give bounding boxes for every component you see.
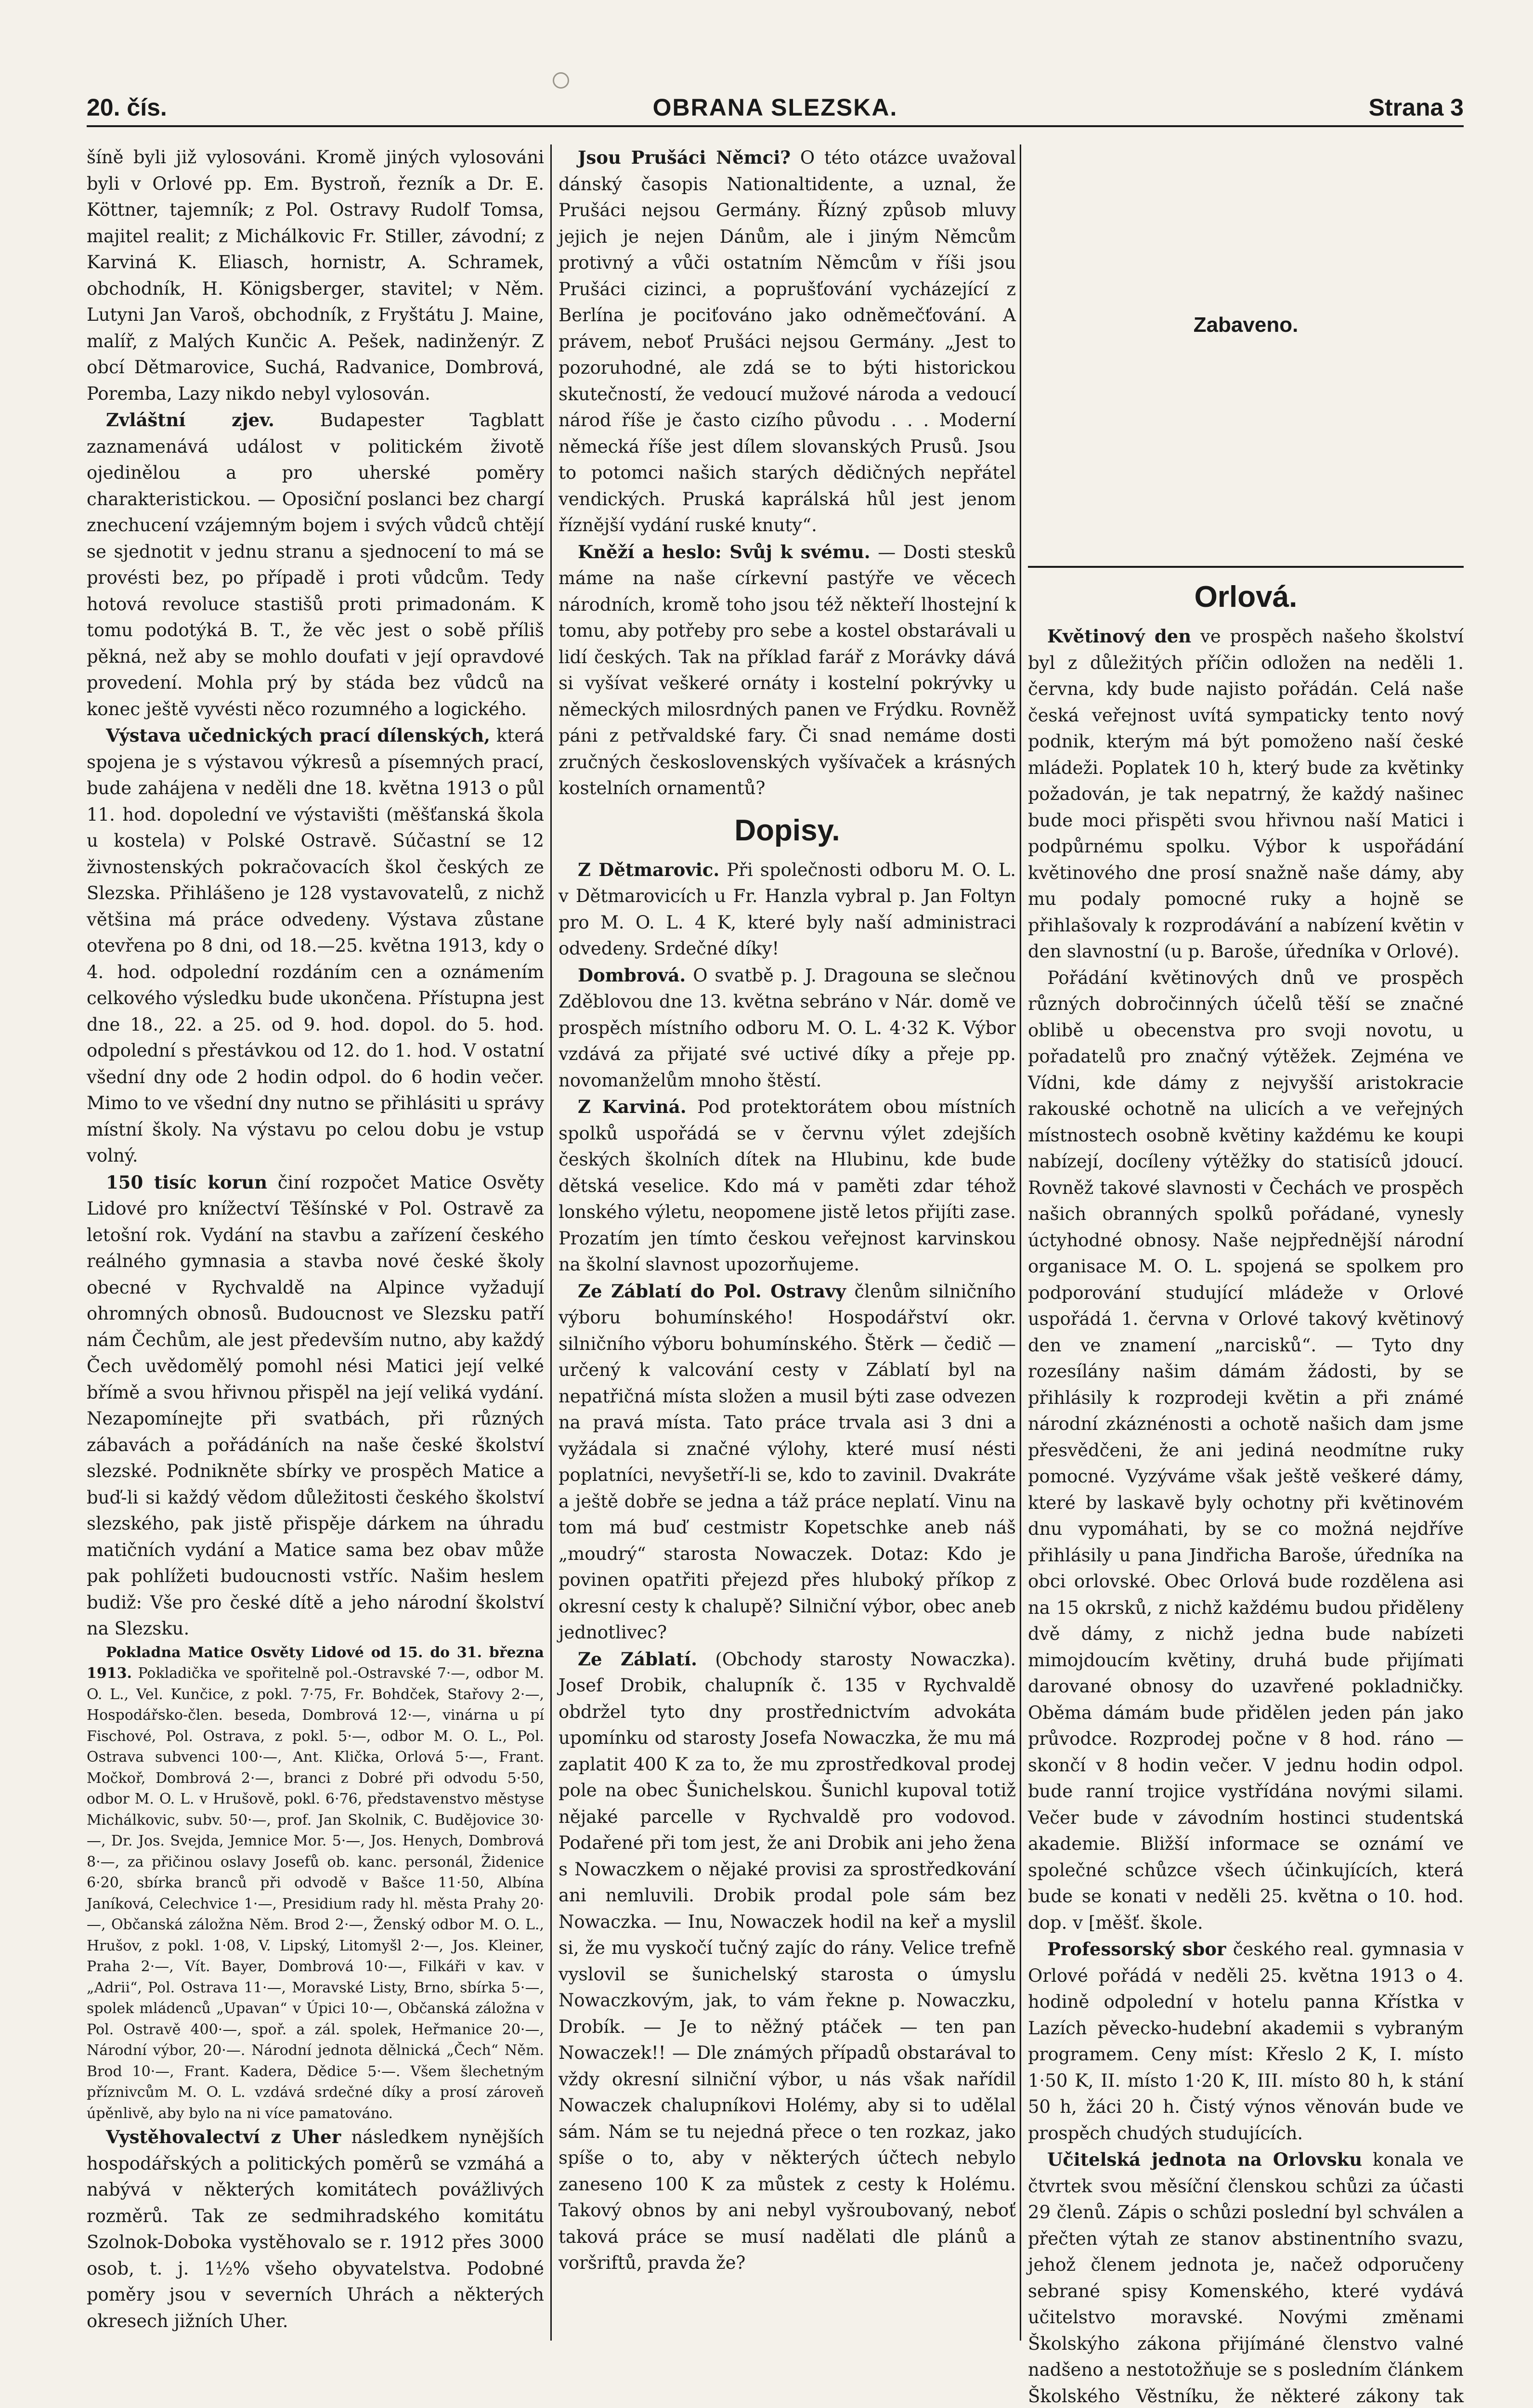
article-headline: 150 tisíc korun — [106, 1171, 268, 1193]
article-text: následkem nynějších hospodářských a politických poměrů se vzmáhá a nabývá v některých komitátech povážlivých rozměrů. Tak ze sedmihradského komitátu Szolnok-Doboka vystěhovalo se r. 1912 přes 3000 osob, t. j. 1½% všeho obyvatelstva. Podobné poměry jsou v severních Uhrách a některých okresech jižních Uher. — [87, 2127, 544, 2331]
article-text: Při společnosti odboru M. O. L. v Dětmarovicích u Fr. Hanzla vybral p. Jan Foltyn pro M. O. L. 4 K, které byly naší administraci odvedeny. Srdečné díky! — [559, 859, 1016, 959]
article-paragraph — [559, 857, 1016, 962]
page-number: Strana 3 — [1368, 94, 1464, 121]
article-headline: Květinový den — [1047, 626, 1192, 647]
confiscated-notice: Zabaveno. — [1193, 313, 1299, 337]
section-divider — [1028, 566, 1464, 568]
article-paragraph — [559, 539, 1016, 802]
article-headline: Učitelská jednota na Orlovsku — [1047, 2149, 1363, 2170]
article-paragraph — [559, 1278, 1016, 1646]
article-text: O této otázce uvažoval dánský časopis Nationaltidente, a uznal, že Prušáci nejsou Germány. Řízný způsob mluvy jejich je nejen Dánům, ale i jiným Němcům protivný a vůči ostatním Němcům v říši jsou Prušáci cizinci, a poprušťování vycházející z Berlína je pociťováno jako odněmečťování. A právem, neboť Prušáci nejsou Germány. „Jest to pozoruhodné, ale zdá se to býti historickou skutečností, že vedoucí mužové národa a vedoucí národ říše je často cizího původu . . . Moderní německá říše jest dílem slovanských Prusů. Jsou to potomci našich starých dědičných nepřátel vendických. Pruská kaprálská hůl jest jenom říznější vydání ruské knuty“. — [559, 147, 1016, 536]
article-text: která spojena je s výstavou výkresů a písemných prací, bude zahájena v neděli dne 18. května 1913 o půl 11. hod. dopolední ve výstavišti (měšťanská škola u kostela) v Polské Ostravě. Súčastní se 12 živnostenských pokračovacích škol českých ze Slezska. Přihlášeno je 128 vystavovatelů, z nichž většina má práce odvedeny. Výstava zůstane otevřena po 8 dni, od 18.—25. května 1913, kdy o 4. hod. odpolední rozdáním cen a oznámením celkového výsledku bude ukončena. Přístupna jest dne 18., 22. a 25. od 9. hod. dopol. do 5. hod. odpolední s přestávkou od 12. do 1. hod. V ostatní všední dny ode 2 hodin odpol. do 6 hodin večer. Mimo to ve všední dny nutno se přihlásiti u správy místní školy. Na výstavu po celou dobu je vstup volný. — [87, 725, 544, 1166]
article-paragraph — [1028, 623, 1464, 965]
column-right — [1028, 568, 1464, 2407]
article-text: Pod protektorátem obou místních spolků uspořádá se v červnu výlet zdejších českých školních dítek na Hlubinu, kde bude dětská veselice. Kdo má v paměti zdar téhož lonského výletu, neopomene jistě letos přijíti zase. Prozatím jen tímto českou veřejnost karvinskou na školní slavnost upozorňujeme. — [559, 1097, 1016, 1275]
article-headline: Zvláštní zjev. — [106, 409, 274, 431]
article-headline: Jsou Prušáci Němci? — [578, 147, 791, 168]
article-paragraph — [559, 1094, 1016, 1278]
article-headline: Vystěhovalectví z Uher — [106, 2126, 341, 2147]
column-middle — [559, 144, 1016, 2341]
article-paragraph — [87, 407, 544, 722]
article-headline: Ze Záblatí do Pol. Ostravy — [578, 1280, 846, 1302]
article-headline: Pokladna Matice Osvěty Lidové od 15. do 31. března 1913. — [87, 1644, 544, 1682]
article-paragraph: šíně byli již vylosováni. Kromě jiných vylosováni byli v Orlové pp. Em. Bystroň, řezník a Dr. E. Köttner, tajemník; z Pol. Ostravy Rudolf Tomsa, majitel realit; z Michálkovic Fr. Stiller, závodní; z Karviná K. Eliasch, hornistr, A. Schramek, obchodník, H. Königsberger, stavitel; v Něm. Lutyni Jan Varoš, obchodník, z Fryštátu J. Maine, malíř, z Malých Kunčic A. Pešek, nadinženýr. Z obcí Dětmarovice, Suchá, Radvanice, Dombrová, Poremba, Lazy nikdo nebyl vylosován. — [87, 147, 544, 404]
article-headline: Ze Záblatí. — [578, 1648, 697, 1670]
article-paragraph — [1028, 1936, 1464, 2146]
article-headline: Z Karviná. — [578, 1096, 687, 1117]
article-headline: Professorský sbor — [1047, 1938, 1226, 1960]
article-paragraph — [1028, 2146, 1464, 2408]
article-text: českého real. gymnasia v Orlové pořádá v neděli 25. května 1913 o 4. hodině odpolední v hotelu panna Křístka v Lazích pěvecko-hudební akademii s vybraným programem. Ceny míst: Křeslo 2 K, I. místo 1·50 K, II. místo 1·20 K, III. místo 80 h, k stání 50 h, žáci 20 h. Čistý výnos věnován bude ve prospěch chudých studujících. — [1028, 1939, 1464, 2144]
article-paragraph — [559, 1646, 1016, 2277]
article-text: konala ve čtvrtek svou měsíční členskou schůzi za účasti 29 členů. Zápis o schůzi poslední byl schválen a přečten výtah ze stanov abstinentního svazu, jehož členem jednota je, načež odporučeny sebrané spisy Komenského, které vydává učitelstvo moravské. Novými změnami Školskýho zákona přijímáné členstvo valné nadšeno a nestotožňuje se s posledním článkem Školského Věstníku, že některé zákony tak — [1028, 2149, 1464, 2407]
column-divider — [1020, 144, 1021, 2341]
binding-hole-icon — [553, 72, 569, 89]
article-paragraph: Pořádání květinových dnů ve prospěch různých dobročinných účelů těší se značné oblibě u obecenstva pro svoji novotu, u pořadatelů pro značný výtěžek. Zejména ve Vídni, kde dámy z nejvyšší aristokracie rakouské ochotně na ulicích a ve veřejných místnostech osobně květiny každému ke koupi nabízejí, docíleny výtěžky do statisíců jdoucí. Rovněž takové slavnosti v Čechách ve prospěch našich obranných spolků pořádané, vynesly úctyhodné obnosy. Naše nejpřednější národní organisace M. O. L. spojená se spolkem pro podporování studující mládeže v Orlové uspořádá 1. června v Orlové takový květinový den ve znamení „narcisků“. — Tyto dny rozesílány našim dámám žádosti, by se přihlásily k rozprodeji květin a při známé národní zkáznénosti a ochotě našich dam jsme přesvědčeni, že ani jediná neodmítne ruky pomocné. Vyzýváme však ještě veškeré dámy, které by laskavě byly ochotny při květinovém dnu vypomáhati, by se co možná nejdříve přihlásily u pana Jindřicha Baroše, úředníka na obci orlovské. Obec Orlová bude rozdělena asi na 15 okrsků, z nichž každému budou přiděleny dvě dámy, z nichž jedna bude nabízeti mimojdoucím květiny, druhá bude přijímati darované obnosy do uzavřené pokladničky. Oběma dámám bude přidělen jeden pán jako průvodce. Rozprodej počne v 8 hod. ráno — skončí v 8 hodin večer. V jednu hodin odpol. bude ranní trojice vystřídána novými silami. Večer bude v závodním hostinci studentská akademie. Bližší informace se oznámí ve společné schůzce všech účinkujících, která bude se konati v neděli 25. května o 10. hod. dop. v [měšť. škole. — [1028, 967, 1464, 1933]
article-paragraph — [87, 1169, 544, 1642]
article-text: ve prospěch našeho školství byl z důležitých příčin odložen na neděli 1. června, kdy bude najisto pořádán. Celá naše česká veřejnost uvítá sympaticky tento nový podnik, kterým má být pomoženo naší české mládeži. Poplatek 10 h, který bude za květinky požadován, je tak nepatrný, že každý našinec bude moci přispěti svou hřivnou naší Matici i podpůrnému spolku. Výbor k uspořádání květinového dne prosí snažně naše dámy, aby mu podaly pomocné ruky a hojně se přihlašovaly k rozprodávání a nabízení květin v den slavnostní (u p. Baroše, úředníka v Orlové). — [1028, 626, 1464, 962]
donation-list — [87, 1642, 544, 2124]
article-paragraph — [559, 962, 1016, 1094]
newspaper-title: OBRANA SLEZSKA. — [652, 94, 898, 121]
article-text: Budapester Tagblatt zaznamenává událost v politickém životě ojedinělou a pro uherské poměry charakteristickou. — Oposiční poslanci bez chargí znechucení vzájemným bojem i svých vůdců chtějí se sjednotit v jednu stranu a sjednocení to má se provésti bez, po případě i proti vůdcům. Tedy hotová revoluce stastišů proti primadonám. K tomu podotýká B. T., že věc jest o sobě příliš pěkná, než aby se mohlo doufati v její opravdové provedení. Mohla prý by stáda bez vůdců na konec ještě vyvésti něco rozumného a logického. — [87, 410, 544, 720]
article-text: činí rozpočet Matice Osvěty Lidové pro knížectví Těšínské v Pol. Ostravě za letošní rok. Vydání na stavbu a zařízení českého reálného gymnasia a stavba nové české školy obecné v Rychvaldě na Alpince vyžadují ohromných obnosů. Budoucnost ve Slezsku patří nám Čechům, ale jest především nutno, aby každý Čech uvědomělý pomohl nési Matici její velké břímě a svou hřivnou přispěl na její veliká vydání. Nezapomínejte při svatbách, při různých zábavách a pořádáních na naše české školství slezské. Podnikněte sbírky ve prospěch Matice a buď-li si každý vědom důležitosti českého školství slezského, pak jistě přispěje dárkem na úhradu matičních vydání a Matice sama bez obav může pak pohlížeti budoucnosti vstříc. Našim heslem budiž: Vše pro české dítě a jeho národní školství na Slezsku. — [87, 1172, 545, 1639]
article-paragraph — [559, 144, 1016, 539]
article-paragraph — [87, 722, 544, 1169]
article-text: (Obchody starosty Nowaczka). Josef Drobik, chalupník č. 135 v Rychvaldě obdržel tyto dny prostřednictvím advokáta upomínku od starosty Josefa Nowaczka, že mu má zaplatit 400 K za to, že mu zprostředkoval prodej pole na obec Šunichelskou. Šunichl kupoval totiž nějaké parcelle v Rychvaldě pro vodovod. Podařené při tom jest, že ani Drobik ani jeho žena s Nowaczkem o nějaké provisi za sprostředkování ani nemluvili. Drobik prodal pole sám bez Nowaczka. — Inu, Nowaczek hodil na keř a myslil si, že mu vyskočí tučný zajíc do rány. Velice trefně vyslovil se šunichelský starosta o úmyslu Nowaczkovým, jak, to vám řekne p. Nowaczku, Drobík. — Je to něžný ptáček — ten pan Nowaczek!! — Dle známých případů obstarával to vždy okresní silniční výbor, u nás však nařídil Nowaczek chalupníkovi Holémy, aby si to udělal sám. Nám se tu nejedná přece o ten rozkaz, jako spíše o to, aby v některých účtech nebylo zaneseno 100 K za můstek z cesty k Holému. Takový obnos by ani nebyl vyšroubovaný, neboť taková práce se musí nadělati dle plánů a voršriftů, pravda že? — [559, 1649, 1016, 2273]
article-paragraph — [87, 2124, 544, 2334]
page-header — [87, 94, 1464, 127]
column-left — [87, 144, 544, 2341]
article-text: — Dosti stesků máme na naše církevní pastýře ve věcech národních, kromě toho jsou též někteří lhostejní k tomu, aby potřeby pro sebe a kostel obstarávali u lidí českých. Tak na příklad farář z Morávky dává si vyšívat veškeré ornáty i kostelní pokrývky u německých milosrdných panen ve Frýdku. Rovněž páni z petřvaldské fary. Či snad nemáme dosti zručných československých vyšívaček a krásných kostelních ornamentů? — [559, 541, 1016, 798]
article-text: členům silničního výboru bohumínského! Hospodářství okr. silničního výboru bohumínského. Štěrk — čedič — určený k valcování cesty v Záblatí byl na nepatřičná místa složen a musil býti zase odvezen na pravá místa. Tato práce trvala asi 3 dni a vyžádala si značné výlohy, které musí nésti poplatníci, nevyšetří-li se, kdo to zavinil. Dvakráte a ještě dobře se jedna a táž práce neplatí. Vinu na tom má buď cestmistr Kopetschke aneb náš „moudrý“ starosta Nowaczek. Dotaz: Kdo je povinen opatřiti přejezd přes hluboký příkop z okresní cesty k chalupě? Silniční výbor, obec aneb jednotlivec? — [559, 1281, 1016, 1643]
article-headline: Dombrová. — [578, 964, 686, 986]
article-text: Pokladička ve spořitelně pol.-Ostravské 7·—, odbor M. O. L., Vel. Kunčice, z pokl. 7·75, Fr. Bohdček, Stařovy 2·—, Hospodářsko-člen. beseda, Dombrová 12·—, vinárna u pí Fischové, Pol. Ostrava, z pokl. 5·—, odbor M. O. L., Pol. Ostrava subvenci 100·—, Ant. Klička, Orlová 5·—, Frant. Močkoř, Dombrová 2·—, branci z Dobré při odvodu 5·50, odbor M. O. L. v Hrušově, pokl. 6·76, představenstvo městyse Michálkovic, subv. 50·—, prof. Jan Skolnik, C. Budějovice 30·—, Dr. Jos. Svejda, Jemnice Mor. 5·—, Jos. Henych, Dombrová 8·—, za přičinou oslavy Josefů ob. kanc. personál, Židenice 6·20, sbírka branců při odvodě v Bašce 11·50, Albína Janíková, Celechvice 1·—, Presidium rady hl. města Prahy 20·—, Občanská záložna Něm. Brod 2·—, Ženský odbor M. O. L., Hrušov, z pokl. 1·08, V. Lipský, Litomyšl 2·—, Jos. Kleiner, Praha 2·—, Vít. Bayer, Dombrová 10·—, Filkáři v kav. v „Adrii“, Pol. Ostrava 11·—, Moravské Listy, Brno, sbírka 5·—, spolek mládenců „Upavan“ v Úpici 10·—, Občanská záložna v Pol. Ostravě 400·—, spoř. a zál. spolek, Heřmanice 20·—, Národní výbor, 20·—. Národní jednota dělnická „Čech“ Něm. Brod 10·—, Frant. Kadera, Dědice 5·—. Všem šlechetným příznivcům M. O. L. vzdává srdečné díky a prosí zároveň úpěnlivě, aby bylo na ni více pamatováno. — [87, 1665, 544, 2122]
section-heading: Orlová. — [1194, 580, 1298, 614]
column-divider — [550, 144, 552, 2341]
article-headline: Výstava učednických prací dílenských, — [106, 725, 491, 746]
section-heading: Dopisy. — [734, 813, 840, 847]
article-text: O svatbě p. J. Dragouna se slečnou Zděblovou dne 13. května sebráno v Nár. domě ve prospěch místního odboru M. O. L. 4·32 K. Výbor vzdává za přijaté své uctivé díky a přeje pp. novomanželům mnoho štěstí. — [559, 965, 1016, 1091]
issue-number: 20. čís. — [87, 94, 167, 121]
article-headline: Kněží a heslo: Svůj k svému. — [578, 541, 870, 563]
article-headline: Z Dětmarovic. — [578, 859, 720, 880]
